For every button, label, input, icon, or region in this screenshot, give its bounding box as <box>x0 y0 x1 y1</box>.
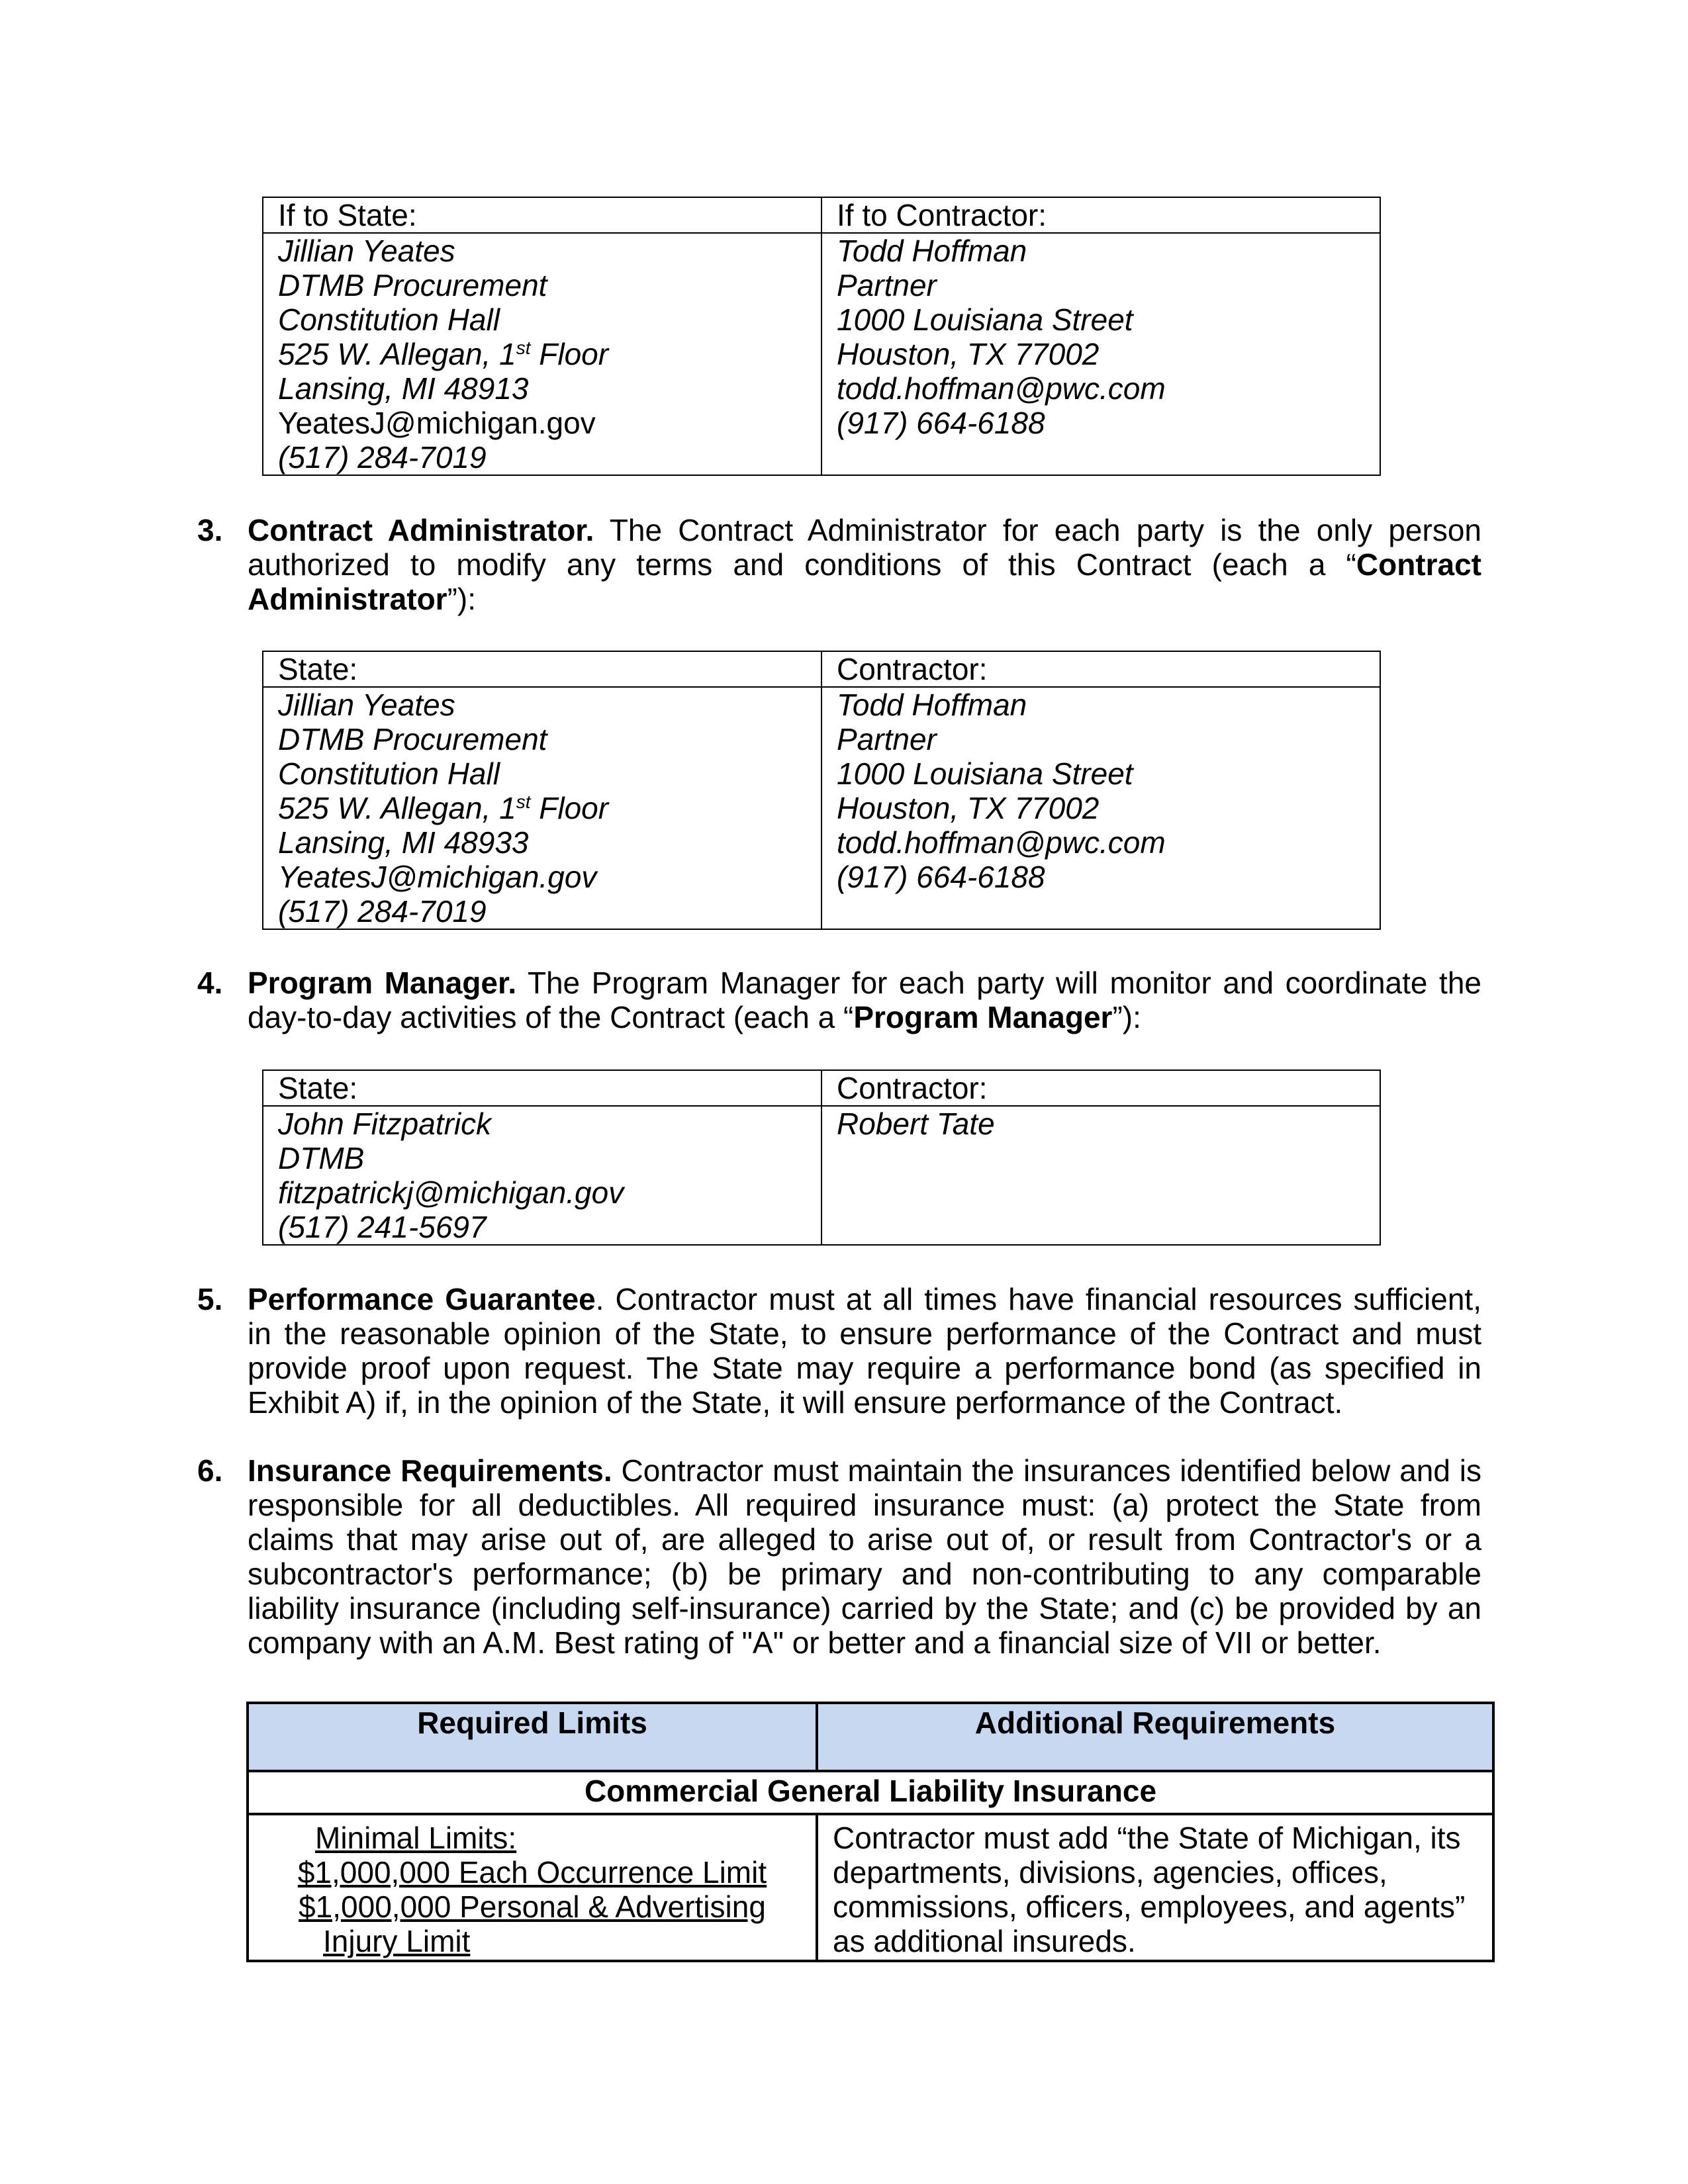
pm-state-cell <box>263 1106 821 1245</box>
ca-state-dept: DTMB Procurement <box>278 722 547 756</box>
pm-state-phone: (517) 241-5697 <box>278 1210 487 1244</box>
contract-administrator-table <box>262 651 1381 930</box>
ca-contractor-email: todd.hoffman@pwc.com <box>837 825 1166 860</box>
section-3-contract-administrator: 3. Contract Administrator. The Contract Administrator for each party is the only person authorized to modify any terms and conditions of this Contract (each a “Contract Administrator”): <box>197 513 1481 616</box>
pm-state-name: John Fitzpatrick <box>278 1107 492 1141</box>
insurance-header-additional: Additional Requirements <box>817 1703 1493 1771</box>
state-contact-name: Jillian Yeates <box>278 234 455 268</box>
section-6-number: 6. <box>197 1453 223 1488</box>
section-5-heading: Performance Guarantee <box>248 1282 596 1316</box>
insurance-section-title: Commercial General Liability Insurance <box>248 1771 1493 1814</box>
ca-contractor-title: Partner <box>837 722 937 756</box>
notices-state-cell <box>263 233 821 475</box>
insurance-additional-cell: Contractor must add “the State of Michigan, its departments, divisions, agencies, offices, commissions, officers, employees, and agents” as additional insureds. <box>817 1814 1493 1961</box>
pm-contractor-name: Robert Tate <box>837 1107 995 1141</box>
ca-contractor-city: Houston, TX 77002 <box>837 791 1100 825</box>
ca-contractor-header: Contractor: <box>821 651 1380 687</box>
contractor-contact-title: Partner <box>837 268 937 302</box>
ca-state-email: YeatesJ@michigan.gov <box>278 860 597 894</box>
section-4-term: Program Manager <box>853 1000 1113 1034</box>
pm-contractor-header: Contractor: <box>821 1070 1380 1106</box>
notices-table <box>262 197 1381 476</box>
state-contact-email <box>278 406 821 440</box>
contractor-contact-street: 1000 Louisiana Street <box>837 302 1133 337</box>
section-3-number: 3. <box>197 513 223 547</box>
ca-contractor-street: 1000 Louisiana Street <box>837 756 1133 791</box>
state-contact-building: Constitution Hall <box>278 302 500 337</box>
insurance-limit-line: $1,000,000 Each Occurrence Limit <box>297 1855 767 1889</box>
section-6-heading: Insurance Requirements. <box>248 1453 612 1488</box>
contractor-contact-phone: (917) 664-6188 <box>837 406 1045 440</box>
state-contact-email-text: YeatesJ@michigan.gov <box>278 406 596 440</box>
ca-state-name: Jillian Yeates <box>278 688 455 722</box>
ca-contractor-cell <box>821 687 1380 929</box>
insurance-table <box>246 1702 1495 1962</box>
insurance-limit-line: $1,000,000 Personal & Advertising <box>299 1889 766 1924</box>
state-contact-city: Lansing, MI 48913 <box>278 371 529 406</box>
pm-state-email: fitzpatrickj@michigan.gov <box>278 1175 624 1210</box>
section-3-term: Contract Administrator <box>248 547 1481 616</box>
section-6-insurance-requirements <box>197 1453 1481 1660</box>
ca-state-street: 525 W. Allegan, 1st Floor <box>278 791 609 825</box>
insurance-limit-line: Injury Limit <box>323 1924 471 1958</box>
state-contact-dept: DTMB Procurement <box>278 268 547 302</box>
section-5-body: . Contractor must at all times have financial resources sufficient, in the reasonable opinion of the State, to ensure performance of the Contract and must provide proof upon request. The State may require a performance bond (as specified in Exhibit A) if, in the opinion of the State, it will ensure performance of the Contract. <box>248 1282 1481 1420</box>
contractor-contact-city: Houston, TX 77002 <box>837 337 1100 371</box>
notices-contractor-cell <box>821 233 1380 475</box>
pm-contractor-cell <box>821 1106 1380 1245</box>
contractor-contact-email: todd.hoffman@pwc.com <box>837 371 1166 406</box>
ca-state-header: State: <box>263 651 821 687</box>
section-4-program-manager: 4. Program Manager. The Program Manager for each party will monitor and coordinate the day-to-day activities of the Contract (each a “Program Manager”): <box>197 966 1481 1034</box>
section-4-heading: Program Manager. <box>248 966 517 1000</box>
ca-contractor-phone: (917) 664-6188 <box>837 860 1045 894</box>
pm-state-header: State: <box>263 1070 821 1106</box>
notices-state-header: If to State: <box>263 197 821 233</box>
ca-contractor-name: Todd Hoffman <box>837 688 1027 722</box>
ca-state-city: Lansing, MI 48933 <box>278 825 529 860</box>
insurance-header-limits: Required Limits <box>248 1703 817 1771</box>
program-manager-table <box>262 1069 1381 1246</box>
notices-contractor-header: If to Contractor: <box>821 197 1380 233</box>
section-4-number: 4. <box>197 966 223 1000</box>
insurance-limit-line: Minimal Limits: <box>315 1821 517 1855</box>
pm-state-dept: DTMB <box>278 1141 365 1175</box>
section-3-heading: Contract Administrator. <box>248 513 594 547</box>
section-6-body: Contractor must maintain the insurances identified below and is responsible for all deductibles. All required insurance must: (a) protect the State from claims that may arise out of, are alleged to arise out of, or result from Contractor's or a subcontractor's performance; (b) be primary and non-contributing to any comparable liability insurance (including self-insurance) carried by the State; and (c) be provided by an company with an A.M. Best rating of "A" or better and a financial size of VII or better. <box>248 1453 1481 1660</box>
state-contact-phone: (517) 284-7019 <box>278 440 487 475</box>
section-5-number: 5. <box>197 1282 223 1316</box>
insurance-limits-cell <box>248 1814 817 1961</box>
section-5-performance-guarantee <box>197 1282 1481 1420</box>
contractor-contact-name: Todd Hoffman <box>837 234 1027 268</box>
ca-state-building: Constitution Hall <box>278 756 500 791</box>
section-3-body: The Contract Administrator for each party is the only person authorized to modify any terms and conditions of this Contract (each a “ <box>248 513 1481 582</box>
section-4-body: The Program Manager for each party will monitor and coordinate the day-to-day activities of the Contract (each a “ <box>248 966 1481 1034</box>
ca-state-phone: (517) 284-7019 <box>278 894 487 929</box>
state-contact-street: 525 W. Allegan, 1st Floor <box>278 337 609 371</box>
ca-state-cell <box>263 687 821 929</box>
